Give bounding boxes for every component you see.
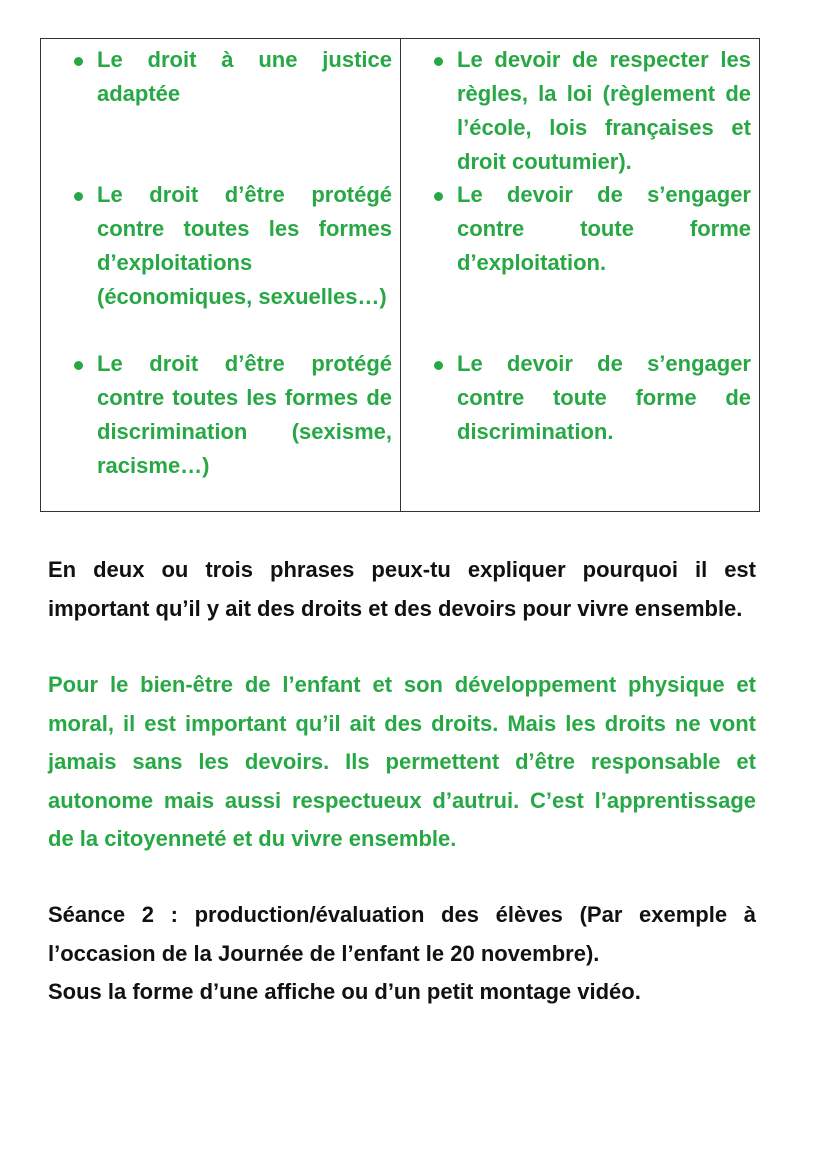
bullet-icon: [74, 57, 83, 66]
bullet-icon: [74, 192, 83, 201]
bullet-icon: [74, 361, 83, 370]
right-text: Le droit d’être protégé contre toutes les formes de discrimination (sexisme, racisme…): [97, 351, 392, 478]
right-text: Le droit à une justice adaptée: [97, 47, 392, 106]
rights-column: [41, 39, 401, 511]
bullet-icon: [434, 361, 443, 370]
list-item: [401, 178, 759, 280]
list-item: [41, 347, 400, 483]
rights-duties-table: [40, 38, 760, 512]
duties-column: [401, 39, 759, 511]
session-format: Sous la forme d’une affiche ou d’un petit montage vidéo.: [48, 979, 641, 1004]
session-title: Séance 2 : production/évaluation des élèves (Par exemple à l’occasion de la Journée de l’enfant le 20 novembre).: [48, 902, 756, 966]
answer-text: Pour le bien-être de l’enfant et son développement physique et moral, il est important qu’il ait des droits. Mais les droits ne vont jamais sans les devoirs. Ils permettent d’être responsable et autonome mais aussi respectueux d’autrui. C’est l’apprentissage de la citoyenneté et du vivre ensemble.: [48, 672, 756, 851]
duty-text: Le devoir de s’engager contre toute forme d’exploitation.: [457, 182, 751, 275]
bullet-icon: [434, 57, 443, 66]
list-item: [401, 43, 759, 179]
list-item: [401, 347, 759, 449]
right-text: Le droit d’être protégé contre toutes les formes d’exploitations (économiques, sexuelles…): [97, 182, 392, 309]
duty-text: Le devoir de respecter les règles, la loi (règlement de l’école, lois françaises et droit coutumier).: [457, 47, 751, 174]
duty-text: Le devoir de s’engager contre toute forme de discrimination.: [457, 351, 751, 444]
list-item: [41, 43, 400, 111]
list-item: [41, 178, 400, 314]
question-text: En deux ou trois phrases peux-tu expliquer pourquoi il est important qu’il y ait des droits et des devoirs pour vivre ensemble.: [48, 557, 756, 621]
bullet-icon: [434, 192, 443, 201]
